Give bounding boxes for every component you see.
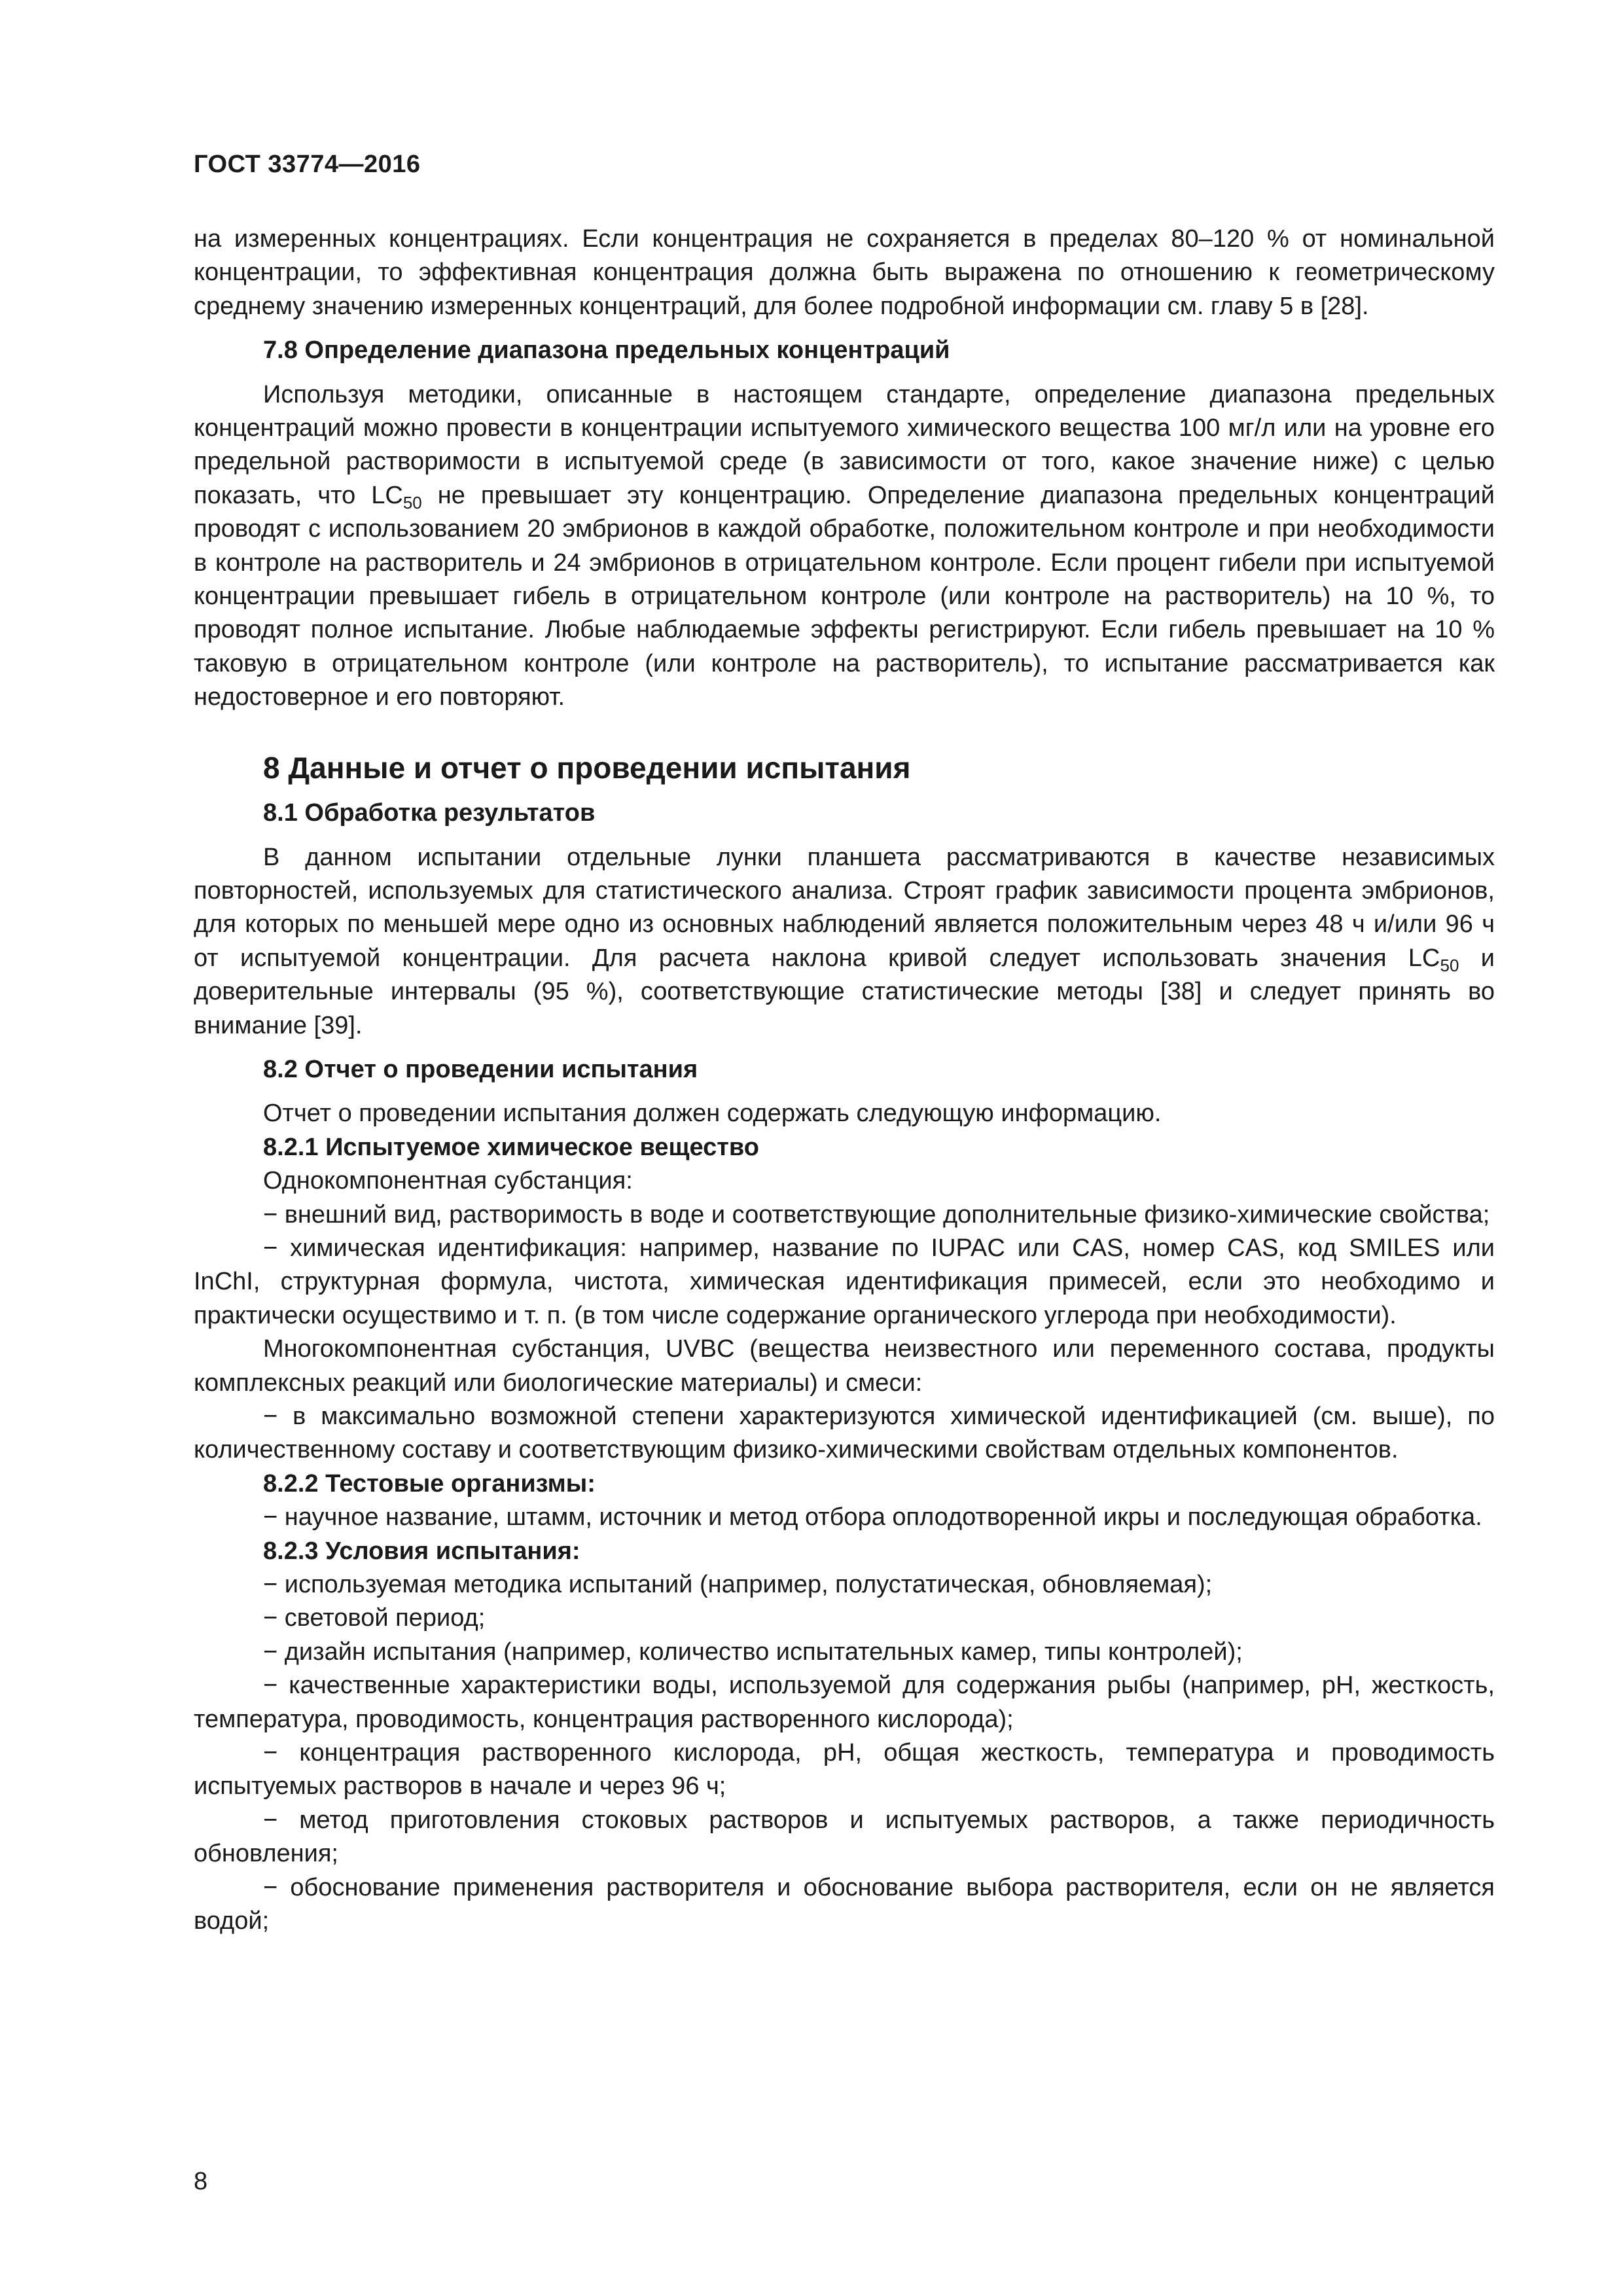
paragraph-8-1: В данном испытании отдельные лунки планшета рассматриваются в качестве независимых повторностей, используемых для статистического анализа. Строят график зависимости процента эмбрионов, для которых по меньшей мере одно из основных наблюдений является положительным через 48 ч и/или 96 ч от испытуемой концентрации. Для расчета наклона кривой следует использовать значения $LC_{50}$ и доверительные интервалы (95 %), соответствующие статистические методы [38] и следует принять во внимание [39]. bbox=[194, 843, 1495, 1039]
heading-8-2: 8.2 Отчет о проведении испытания bbox=[263, 1055, 698, 1083]
heading-8-2-1: 8.2.1 Испытуемое химическое вещество bbox=[263, 1133, 759, 1161]
heading-8-2-3: 8.2.3 Условия испытания: bbox=[263, 1537, 580, 1565]
list-item: − используемая методика испытаний (например, полустатическая, обновляемая); bbox=[263, 1571, 1213, 1599]
list-item: − метод приготовления стоковых растворов и испытуемых растворов, а также периодичность обновления; bbox=[194, 1806, 1495, 1868]
heading-7-8: 7.8 Определение диапазона предельных концентраций bbox=[263, 336, 950, 365]
paragraph-8-2-intro: Отчет о проведении испытания должен содержать следующую информацию. bbox=[263, 1100, 1162, 1128]
paragraph-7-8: Используя методики, описанные в настоящем стандарте, определение диапазона предельных концентраций можно провести в концентрации испытуемого химического вещества 100 мг/л или на уровне его предельной растворимости в испытуемой среде (в зависимости от того, какое значение ниже) с целью показать, что $LC_{50}$ не превышает эту концентрацию. Определение диапазона предельных концентраций проводят с использованием 20 эмбрионов в каждой обработке, положительном контроле и при необходимости в контроле на растворитель и 24 эмбрионов в отрицательном контроле. Если процент гибели при испытуемой концентрации превышает гибель в отрицательном контроле (или контроле на растворитель) на 10 %, то проводят полное испытание. Любые наблюдаемые эффекты регистрируют. Если гибель превышает на 10 % таковую в отрицательном контроле (или контроле на растворитель), то испытание рассматривается как недостоверное и его повторяют. bbox=[194, 380, 1495, 711]
intro-paragraph: на измеренных концентрациях. Если концентрация не сохраняется в пределах 80–120 % от номинальной концентрации, то эффективная концентрация должна быть выражена по отношению к геометрическому среднему значению измеренных концентраций, для более подробной информации см. главу 5 в [28]. bbox=[194, 225, 1495, 320]
page-number: 8 bbox=[194, 2168, 208, 2195]
list-item: − качественные характеристики воды, используемой для содержания рыбы (например, pH, жесткость, температура, проводимость, концентрация растворенного кислорода); bbox=[194, 1672, 1495, 1733]
mono-component-label: Однокомпонентная субстанция: bbox=[263, 1167, 633, 1195]
list-item: − обоснование применения растворителя и обоснование выбора растворителя, если он не является водой; bbox=[194, 1873, 1495, 1935]
page-content bbox=[194, 223, 1495, 1939]
list-item: − научное название, штамм, источник и метод отбора оплодотворенной икры и последующая обработка. bbox=[263, 1503, 1482, 1532]
list-item: − дизайн испытания (например, количество испытательных камер, типы контролей); bbox=[263, 1638, 1243, 1666]
heading-8-2-2: 8.2.2 Тестовые организмы: bbox=[263, 1469, 596, 1498]
list-item: − концентрация растворенного кислорода, pH, общая жесткость, температура и проводимость испытуемых растворов в начале и через 96 ч; bbox=[194, 1739, 1495, 1801]
list-item: − внешний вид, растворимость в воде и соответствующие дополнительные физико-химические свойства; bbox=[263, 1200, 1490, 1229]
section-8-title: 8 Данные и отчет о проведении испытания bbox=[263, 750, 911, 785]
document-header: ГОСТ 33774—2016 bbox=[194, 151, 421, 178]
list-item: − в максимально возможной степени характеризуются химической идентификацией (см. выше), по количественному составу и соответствующим физико-химическими свойствам отдельных компонентов. bbox=[194, 1403, 1495, 1464]
multi-component-label: Многокомпонентная субстанция, UVBC (вещества неизвестного или переменного состава, продукты комплексных реакций или биологические материалы) и смеси: bbox=[194, 1335, 1495, 1397]
heading-8-1: 8.1 Обработка результатов bbox=[263, 799, 596, 827]
list-item: − химическая идентификация: например, название по IUPAC или CAS, номер CAS, код SMILES или InChI, структурная формула, чистота, химическая идентификация примесей, если это необходимо и практически осуществимо и т. п. (в том числе содержание органического углерода при необходимости). bbox=[194, 1234, 1495, 1329]
list-item: − световой период; bbox=[263, 1604, 486, 1632]
